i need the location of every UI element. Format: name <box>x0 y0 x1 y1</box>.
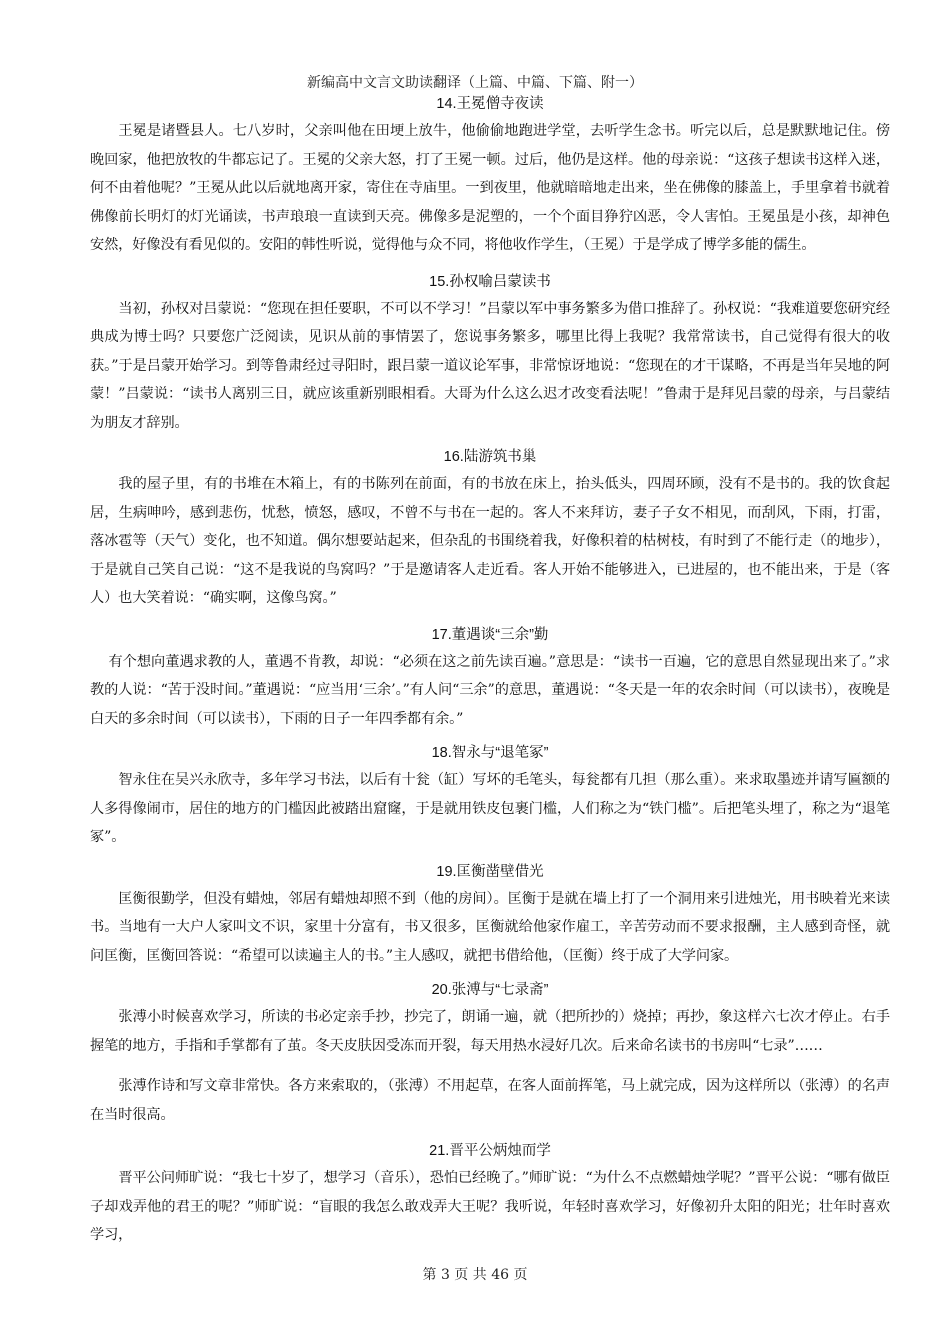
section-paragraph: 我的屋子里，有的书堆在木箱上，有的书陈列在前面，有的书放在床上，抬头低头，四周环顾，没有不是书的。我的饮食起居，生病呻吟，感到悲伤，忧愁，愤怒，感叹，不曾不与书在一起的。客人不来拜访，妻子子女不相见，而刮风，下雨，打雷，落冰雹等（天气）变化，也不知道。偶尔想要站起来，但杂乱的书围绕着我，好像积着的枯树枝，有时到了不能行走（的地步），于是就自己笑自己说：“这不是我说的鸟窝吗？”于是邀请客人走近看。客人开始不能够进入，已进屋的，也不能出来，于是（客人）也大笑着说：“确实啊，这像鸟窝。” <box>90 476 890 606</box>
section-title: 19.匡衡凿壁借光 <box>436 863 544 880</box>
section-paragraph: 晋平公问师旷说：“我七十岁了，想学习（音乐），恐怕已经晚了。”师旷说：“为什么不点燃蜡烛学呢？”晋平公说：“哪有做臣子却戏弄他的君王的呢？”师旷说：“盲眼的我怎么敢戏弄大王呢？我听说，年轻时喜欢学习，好像初升太阳的阳光；壮年时喜欢学习， <box>90 1170 890 1243</box>
section-title: 21.晋平公炳烛而学 <box>429 1143 551 1159</box>
document-body <box>90 92 890 1250</box>
section-paragraph: 张溥作诗和写文章非常快。各方来索取的，（张溥）不用起草，在客人面前挥笔，马上就完成，因为这样所以（张溥）的名声在当时很高。 <box>90 1078 890 1123</box>
document-header: 新编高中文言文助读翻译（上篇、中篇、下篇、附一） <box>307 75 643 91</box>
section-paragraph: 当初，孙权对吕蒙说：“您现在担任要职，不可以不学习！”吕蒙以军中事务繁多为借口推辞了。孙权说：“我难道要您研究经典成为博士吗？只要您广泛阅读，见识从前的事情罢了，您说事务繁多，哪里比得上我呢？我常常读书，自己觉得有很大的收获。”于是吕蒙开始学习。到等鲁肃经过寻阳时，跟吕蒙一道议论军事，非常惊讶地说：“您现在的才干谋略，不再是当年吴地的阿蒙！”吕蒙说：“读书人离别三日，就应该重新别眼相看。大哥为什么这么迟才改变看法呢！”鲁肃于是拜见吕蒙的母亲，与吕蒙结为朋友才辞别。 <box>90 300 890 431</box>
section-paragraph: 匡衡很勤学，但没有蜡烛，邻居有蜡烛却照不到（他的房间）。匡衡于是就在墙上打了一个洞用来引进烛光，用书映着光来读书。当地有一大户人家叫文不识，家里十分富有，书又很多，匡衡就给他家作雇工，辛苦劳动而不要求报酬，主人感到奇怪，就问匡衡，匡衡回答说：“希望可以读遍主人的书。”主人感叹，就把书借给他，（匡衡）终于成了大学问家。 <box>90 890 890 964</box>
section-paragraph: 智永住在吴兴永欣寺，多年学习书法，以后有十瓮（缸）写坏的毛笔头，每瓮都有几担（那么重）。来求取墨迹并请写匾额的人多得像闹市，居住的地方的门槛因此被踏出窟窿，于是就用铁皮包裹门槛，人们称之为“铁门槛”。后把笔头埋了，称之为“退笔冢”。 <box>90 772 890 845</box>
section-title: 14.王冕僧寺夜读 <box>436 96 544 112</box>
section-title: 16.陆游筑书巢 <box>443 449 537 465</box>
section-title: 20.张溥与“七录斋” <box>431 982 549 998</box>
section-paragraph: 有个想向董遇求教的人，董遇不肯教，却说：“必须在这之前先读百遍。”意思是：“读书一百遍，它的意思自然显现出来了。”求教的人说：“苦于没时间。”董遇说：“应当用‘三余’。”有人问“三余”的意思，董遇说：“冬天是一年的农余时间（可以读书），夜晚是白天的多余时间（可以读书），下雨的日子一年四季都有余。” <box>90 653 890 727</box>
section-title: 17.董遇谈“三余”勤 <box>431 626 549 643</box>
section-title: 18.智永与“退笔冢” <box>431 745 549 761</box>
section-paragraph: 张溥小时候喜欢学习，所读的书必定亲手抄，抄完了，朗诵一遍，就（把所抄的）烧掉；再抄，象这样六七次才停止。右手握笔的地方，手指和手掌都有了茧。冬天皮肤因受冻而开裂，每天用热水浸好几次。后来命名读书的书房叫“七录”…… <box>90 1009 890 1054</box>
section-title: 15.孙权喻吕蒙读书 <box>429 273 551 290</box>
page-number-footer: 第 3 页 共 46 页 <box>422 1267 528 1283</box>
section-paragraph: 王冕是诸暨县人。七八岁时，父亲叫他在田埂上放牛，他偷偷地跑进学堂，去听学生念书。听完以后，总是默默地记住。傍晚回家，他把放牧的牛都忘记了。王冕的父亲大怒，打了王冕一顿。过后，他仍是这样。他的母亲说：“这孩子想读书这样入迷，何不由着他呢？”王冕从此以后就地离开家，寄住在寺庙里。一到夜里，他就暗暗地走出来，坐在佛像的膝盖上，手里拿着书就着佛像前长明灯的灯光诵读，书声琅琅一直读到天亮。佛像多是泥塑的，一个个面目狰狞凶恶，令人害怕。王冕虽是小孩，却神色安然，好像没有看见似的。安阳的韩性听说，觉得他与众不同，将他收作学生，（王冕）于是学成了博学多能的儒生。 <box>90 123 890 253</box>
